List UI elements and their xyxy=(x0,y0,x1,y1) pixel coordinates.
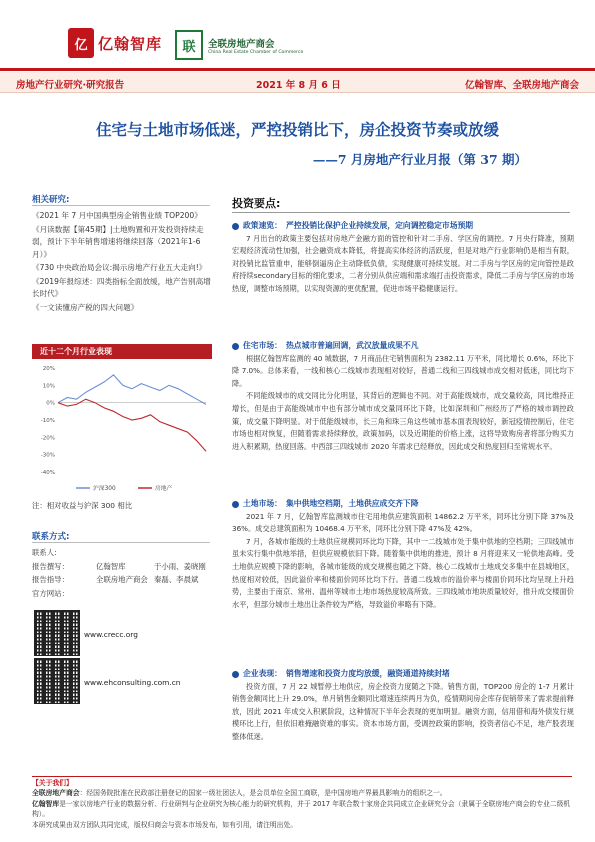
related-rule xyxy=(32,205,210,206)
footer-org: 全联房地产商会 xyxy=(32,789,80,798)
contact-block xyxy=(32,546,212,600)
legend-label: 房地产 xyxy=(155,486,173,492)
site-label: 官方网站： xyxy=(32,588,69,598)
qr-code-icon xyxy=(34,610,80,656)
bullet-icon xyxy=(232,343,239,350)
paragraph: 7 月，各城市能级的土地供应规模同环比均下降，其中一二线城市处于集中供地的空档期；三四线城市虽未实行集中供地举措，但供应规模依旧下降。随着集中供地的推进，预计 8 月将迎来又一轮供地高峰。受土地供应规模下降的影响，各城市能级的成交规模也随之下降。核心二线城市土地成交多集中在县城地区，热度相对较低，因此溢价率和楼面价同环比均下行。普通二线城市的溢价率与楼面价同环比均呈现上升趋势，主要由于南京、常州、温州等城市土地市场热度较高所致。三四线城市地块质量较好，推升成交楼面价水平，但部分城市土地出让条件较为严格，导致溢价率略有下降。 xyxy=(232,536,574,609)
crecc-logo-name: 全联房地产商会 xyxy=(208,38,275,50)
site-link-ehconsulting[interactable]: www.ehconsulting.com.cn xyxy=(84,678,181,687)
contact-role: 报告撰写： xyxy=(32,561,69,571)
section-heading: 企业表现： 销售增速和投资力度均放缓，融资通道持续封堵 xyxy=(232,668,574,681)
contact-names: 于小雨、姜晓刚 xyxy=(154,561,206,571)
related-item[interactable]: 《2019年报综述：四类指标全面放缓，地产告别高增长时代》 xyxy=(32,276,211,298)
footer-org: 亿翰智库 xyxy=(32,799,60,808)
related-item[interactable]: 《730 中央政治局会议:揭示房地产行业五大走向!》 xyxy=(32,263,207,272)
related-item[interactable]: 《一文读懂房产税的四大问题》 xyxy=(32,302,139,312)
y-tick-label: -20% xyxy=(40,435,55,442)
contact-label: 联系人: xyxy=(32,548,57,557)
legend-label: 沪深300 xyxy=(93,486,116,492)
related-item[interactable]: 《2021 年 7 月中国典型房企销售业绩 TOP200》 xyxy=(32,211,202,220)
contact-row xyxy=(32,573,212,587)
chart-heading-bar xyxy=(32,344,212,359)
contact-role: 报告指导： xyxy=(32,575,69,584)
paragraph: 7 月出台的政策主要包括对房地产金融方面的管控和针对二手房、学区房的调控。7 月央行降准，预期宏观经济流动性加强，社会融资成本降低，将提高实体经济的活跃度，但是对地产行业影响仍是相当有限，对投销比监管重申，能够倒逼房企主动降低负债，实现健康可持续发展。对二手房与学区房的定向管控是政府持续secondary目标的细化要求，二者分别从供应端和需求端打击投资需求，降低二手房与学区房的市场热度，调整市场预期，以实现资源的更优配置，促进市场平稳健康运行。 xyxy=(232,233,574,293)
qr-code-icon xyxy=(34,658,80,704)
bullet-icon xyxy=(232,223,239,230)
page-subtitle: ——7 月房地产行业月报（第 37 期） xyxy=(312,152,527,167)
section-housing xyxy=(232,340,574,453)
related-item[interactable]: 《月读数据【第45期】|土地购置和开发投资持续走弱，预计下半年销售增速将继续回落（2021年1-6月）》 xyxy=(32,224,204,259)
paragraph: 投资方面，7 月 22 城暂停土地供应，房企投资力度随之下降。销售方面，TOP200 房企的 1-7 月累计销售金额同比上升 29.0%，单月销售金额同比增速连续两月为负，疫情期间房企库存促销带来了需求提前释放，因此 2021 年成交入积累阶段，这种情况下半年会表现的更加明显。融资方面，信用借和海外债发行规模环比上行，但依旧难掩融资难的事实。资本市场方面，受调控政策的影响，投资者信心不足，地产股表现整体低迷。 xyxy=(232,681,574,741)
paragraph: 不同能级城市的成交同比分化明显，其背后的逻辑也不同。对于高能级城市，成交量较高，同比维持正增长，但是由于高能级城市中也有部分城市成交量同环比下降，比如深圳和广州经历了严格的城市调控政策，成交量下降明显。对于低能级城市，长三角和珠三角这些城市基本面表现较好，新冠疫情控制后，住宅市场也相对恢复，但随着需求持续释放，政策加码，以及近期能的价格上涨，这将导致购房者将部分购买力进入积累期，热度回落。中西部三四线城市 2020 年需求已经释放，因此成交和热度回归至常规水平。 xyxy=(232,391,574,451)
header-rule xyxy=(0,68,595,71)
section-policy xyxy=(232,220,574,296)
section-land xyxy=(232,498,574,611)
bullet-icon xyxy=(232,671,239,678)
y-tick-label: 20% xyxy=(42,366,55,372)
contact-org: 亿翰智库 xyxy=(96,561,126,571)
chart-note: 注：相对收益与沪深 300 相比 xyxy=(32,501,133,510)
yihan-logo xyxy=(68,28,162,58)
y-tick-label: 10% xyxy=(42,383,55,390)
contact-row xyxy=(32,560,212,574)
y-tick-label: -10% xyxy=(40,418,55,424)
y-tick-label: 0% xyxy=(46,400,55,407)
performance-chart xyxy=(32,360,212,500)
paragraph: 根据亿翰智库监测的 40 城数据，7 月商品住宅销售面积为 2382.11 万平米，同比增长 0.6%，环比下降 7.0%。总体来看，一线和核心二线城市表现相对较好，普通二线和三四线城市成交相对低迷，同比均下降。 xyxy=(232,353,574,388)
series-line-0 xyxy=(58,375,206,405)
related-heading: 相关研究: xyxy=(32,195,70,205)
y-tick-label: -30% xyxy=(40,452,55,459)
crecc-logo xyxy=(175,30,303,60)
footer-text: 是一家以房地产行业的数据分析、行业研判与企业研究为核心能力的研究机构，并于 2017 年联合数十家房企共同成立企业研究分会（隶属于全联房地产商会的专业二级机构）。 xyxy=(32,799,571,819)
site-link-crecc[interactable]: www.crecc.org xyxy=(84,630,138,639)
bullet-icon xyxy=(232,501,239,508)
crecc-logo-mark: 联 xyxy=(175,30,203,60)
report-category: 房地产行业研究·研究报告 xyxy=(16,80,125,91)
contact-heading: 联系方式: xyxy=(32,532,70,542)
paragraph: 2021 年 7 月，亿翰智库监测城市住宅用地供应建筑面积 14862.2 万平米，同环比分别下降 37%及 36%。成交总建筑面积为 10468.4 万平米，同环比分别下降 47%及 42%。 xyxy=(232,511,574,534)
footer xyxy=(32,778,572,830)
footer-text: ：经国务院批准在民政部注册登记的国家一级社团法人，是会员单位全国工商联，是中国房地产界最具影响力的组织之一。 xyxy=(79,789,447,798)
report-publisher: 亿翰智库、全联房地产商会 xyxy=(464,80,579,91)
footer-text: 本研究成果由双方团队共同完成，版权归商会与资本市场发布，如有引用，请注明出处。 xyxy=(32,820,298,829)
report-date: 2021 年 8 月 6 日 xyxy=(256,80,341,91)
section-heading: 政策速览： 严控投销比保护企业持续发展，定向调控稳定市场预期 xyxy=(232,220,574,233)
key-points-rule xyxy=(232,212,570,213)
crecc-logo-en: China Real Estate Chamber of Commerce xyxy=(208,49,304,55)
yihan-logo-mark: 亿 xyxy=(68,28,94,58)
related-list xyxy=(32,210,212,315)
chart-heading: 近十二个月行业表现 xyxy=(40,347,112,356)
yihan-logo-name: 亿翰智库 xyxy=(98,34,163,53)
key-points-heading: 投资要点: xyxy=(232,197,281,210)
report-bar xyxy=(0,72,595,93)
page-title: 住宅与土地市场低迷，严控投销比下，房企投资节奏或放缓 xyxy=(95,120,499,139)
contact-org: 全联房地产商会 xyxy=(96,575,148,584)
series-line-1 xyxy=(58,399,206,451)
contact-names: 秦磊、李晨斌 xyxy=(154,575,199,584)
section-enterprise xyxy=(232,668,574,744)
section-heading: 土地市场： 集中供地空档期，土地供应成交齐下降 xyxy=(232,498,574,511)
section-heading: 住宅市场： 热点城市普遍回调，武汉放量成果不凡 xyxy=(232,340,574,353)
footer-heading: 【关于我们】 xyxy=(32,779,73,787)
y-tick-label: -40% xyxy=(40,470,55,476)
footer-rule xyxy=(32,776,572,777)
contact-rule xyxy=(32,542,210,543)
